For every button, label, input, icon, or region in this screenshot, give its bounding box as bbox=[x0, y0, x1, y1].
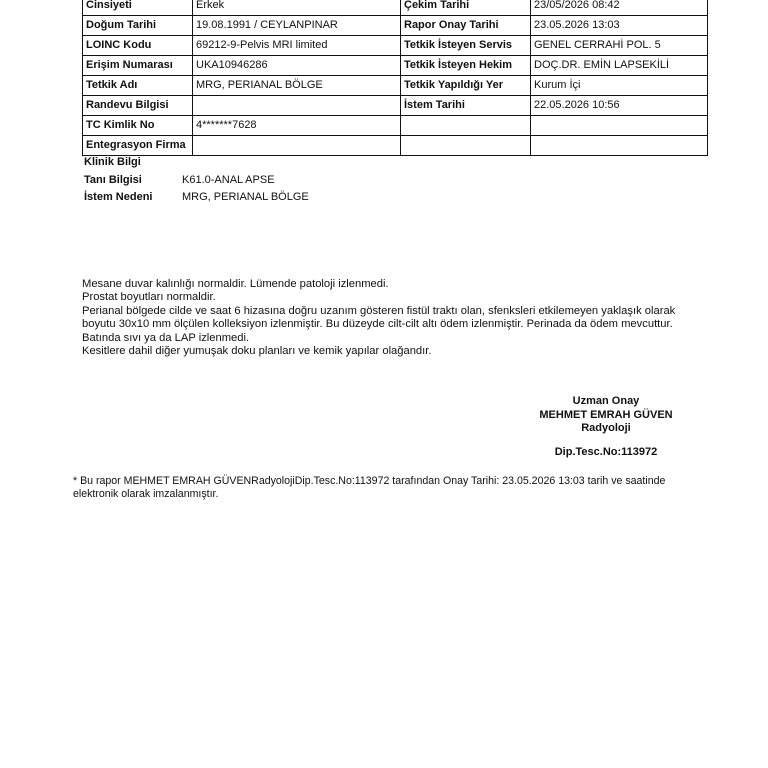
field-label: Rapor Onay Tarihi bbox=[401, 16, 531, 36]
field-label: Tetkik Yapıldığı Yer bbox=[401, 76, 531, 96]
request-reason-value: MRG, PERIANAL BÖLGE bbox=[182, 191, 309, 203]
field-label: Erişim Numarası bbox=[83, 56, 193, 76]
field-value bbox=[193, 136, 401, 156]
table-row bbox=[83, 96, 708, 116]
footnote-line: * Bu rapor MEHMET EMRAH GÜVENRadyolojiDip.Tesc.No:113972 tarafından Onay Tarihi: 23.05.2026 13:03 tarih ve saatinde bbox=[73, 475, 666, 487]
patient-info-table bbox=[82, 0, 708, 156]
field-value bbox=[193, 96, 401, 116]
field-label: Randevu Bilgisi bbox=[83, 96, 193, 116]
footnote-line: elektronik olarak imzalanmıştır. bbox=[73, 488, 219, 500]
field-label: Cinsiyeti bbox=[83, 0, 193, 16]
signature-department: Radyoloji bbox=[581, 422, 631, 434]
field-value: Erkek bbox=[193, 0, 401, 16]
signature-title: Uzman Onay bbox=[572, 395, 640, 407]
table-row bbox=[83, 16, 708, 36]
table-row bbox=[83, 76, 708, 96]
findings-line: Kesitlere dahil diğer yumuşak doku planları ve kemik yapılar olağandır. bbox=[82, 345, 432, 358]
signature-name: MEHMET EMRAH GÜVEN bbox=[539, 409, 673, 421]
field-value: 23/05/2026 08:42 bbox=[531, 0, 708, 16]
findings-line: boyutu 30x10 mm ölçülen kolleksiyon izlenmiştir. Bu düzeyde cilt-cilt altı ödem izlenmiştir. Perinada da ödem mevcuttur. bbox=[82, 318, 673, 331]
field-value bbox=[531, 136, 708, 156]
field-value: 69212-9-Pelvis MRI limited bbox=[193, 36, 401, 56]
field-value: 22.05.2026 10:56 bbox=[531, 96, 708, 116]
field-label bbox=[401, 136, 531, 156]
field-label: Tetkik İsteyen Hekim bbox=[401, 56, 531, 76]
field-value: 4*******7628 bbox=[193, 116, 401, 136]
table-row bbox=[83, 116, 708, 136]
table-row bbox=[83, 0, 708, 16]
request-reason-label: İstem Nedeni bbox=[84, 191, 153, 203]
field-value: MRG, PERIANAL BÖLGE bbox=[193, 76, 401, 96]
table-row bbox=[83, 136, 708, 156]
field-value: 19.08.1991 / CEYLANPINAR bbox=[193, 16, 401, 36]
findings-line: Mesane duvar kalınlığı normaldir. Lümende patoloji izlenmedi. bbox=[82, 278, 389, 290]
field-value: 23.05.2026 13:03 bbox=[531, 16, 708, 36]
field-label: TC Kimlik No bbox=[83, 116, 193, 136]
clinical-info-heading: Klinik Bilgi bbox=[84, 156, 141, 168]
e-signature-footnote bbox=[73, 475, 665, 501]
field-label: Tetkik Adı bbox=[83, 76, 193, 96]
field-value: Kurum İçi bbox=[531, 76, 708, 96]
field-value: GENEL CERRAHİ POL. 5 bbox=[531, 36, 708, 56]
field-label bbox=[401, 116, 531, 136]
field-value bbox=[531, 116, 708, 136]
field-label: Tetkik İsteyen Servis bbox=[401, 36, 531, 56]
field-value: UKA10946286 bbox=[193, 56, 401, 76]
diagnosis-value: K61.0-ANAL APSE bbox=[182, 174, 275, 186]
findings-line: Batında sıvı ya da LAP izlenmedi. bbox=[82, 331, 250, 344]
findings-line: Perianal bölgede cilde ve saat 6 hizasına doğru uzanım gösteren fistül traktı olan, sfenksleri etkilemeyen yaklaşık olarak bbox=[82, 304, 676, 317]
diagnosis-label: Tanı Bilgisi bbox=[84, 174, 142, 186]
signature-registration: Dip.Tesc.No:113972 bbox=[554, 446, 658, 458]
field-label: Entegrasyon Firma bbox=[83, 136, 193, 156]
field-label: LOINC Kodu bbox=[83, 36, 193, 56]
table-row bbox=[83, 56, 708, 76]
findings-text bbox=[82, 278, 722, 358]
field-label: İstem Tarihi bbox=[401, 96, 531, 116]
findings-line: Prostat boyutları normaldir. bbox=[82, 291, 216, 304]
table-row bbox=[83, 36, 708, 56]
field-label: Çekim Tarihi bbox=[401, 0, 531, 16]
field-label: Doğum Tarihi bbox=[83, 16, 193, 36]
field-value: DOÇ.DR. EMİN LAPSEKİLİ bbox=[531, 56, 708, 76]
